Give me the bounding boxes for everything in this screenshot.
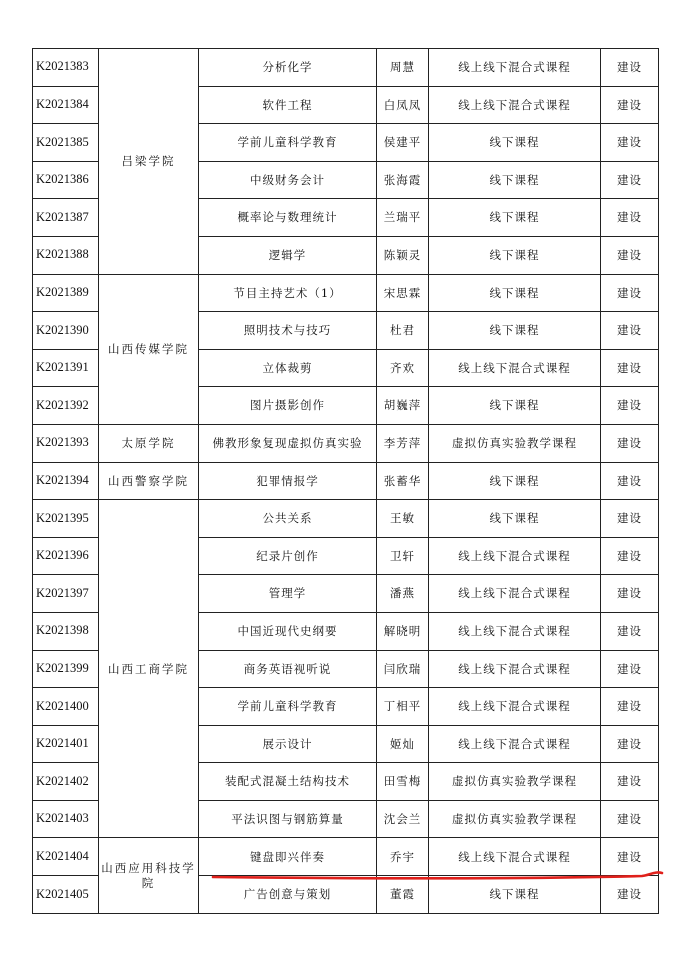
course-code-cell: K2021404 [33,838,99,876]
status-cell: 建设 [601,537,659,575]
teacher-name-cell: 张海霞 [377,161,429,199]
teacher-name-cell: 李芳萍 [377,424,429,462]
status-cell: 建设 [601,199,659,237]
course-code-cell: K2021383 [33,49,99,87]
course-type-cell: 线下课程 [429,500,601,538]
course-table [32,48,659,914]
teacher-name-cell: 沈会兰 [377,800,429,838]
status-cell: 建设 [601,274,659,312]
status-cell: 建设 [601,838,659,876]
course-code-cell: K2021394 [33,462,99,500]
course-code-cell: K2021405 [33,876,99,914]
course-type-cell: 线上线下混合式课程 [429,688,601,726]
teacher-name-cell: 宋思霖 [377,274,429,312]
course-name-cell: 中国近现代史纲要 [199,612,377,650]
course-type-cell: 线下课程 [429,876,601,914]
course-type-cell: 线上线下混合式课程 [429,612,601,650]
course-name-cell: 公共关系 [199,500,377,538]
course-code-cell: K2021389 [33,274,99,312]
table-row [33,838,659,876]
course-type-cell: 虚拟仿真实验教学课程 [429,424,601,462]
teacher-name-cell: 丁相平 [377,688,429,726]
status-cell: 建设 [601,236,659,274]
table-row [33,462,659,500]
course-type-cell: 线下课程 [429,462,601,500]
teacher-name-cell: 陈颖灵 [377,236,429,274]
course-code-cell: K2021401 [33,725,99,763]
status-cell: 建设 [601,688,659,726]
status-cell: 建设 [601,800,659,838]
course-code-cell: K2021402 [33,763,99,801]
course-name-cell: 节目主持艺术（1） [199,274,377,312]
status-cell: 建设 [601,462,659,500]
course-name-cell: 管理学 [199,575,377,613]
teacher-name-cell: 解晓明 [377,612,429,650]
status-cell: 建设 [601,124,659,162]
course-type-cell: 线上线下混合式课程 [429,575,601,613]
school-name-cell: 吕梁学院 [99,49,199,275]
course-type-cell: 线下课程 [429,312,601,350]
course-name-cell: 装配式混凝土结构技术 [199,763,377,801]
course-type-cell: 线下课程 [429,161,601,199]
teacher-name-cell: 王敏 [377,500,429,538]
course-type-cell: 线上线下混合式课程 [429,725,601,763]
course-name-cell: 图片摄影创作 [199,387,377,425]
course-name-cell: 分析化学 [199,49,377,87]
teacher-name-cell: 杜君 [377,312,429,350]
course-code-cell: K2021398 [33,612,99,650]
course-type-cell: 线下课程 [429,199,601,237]
course-name-cell: 键盘即兴伴奏 [199,838,377,876]
course-type-cell: 虚拟仿真实验教学课程 [429,763,601,801]
course-name-cell: 照明技术与技巧 [199,312,377,350]
course-name-cell: 学前儿童科学教育 [199,688,377,726]
teacher-name-cell: 董霞 [377,876,429,914]
course-type-cell: 线上线下混合式课程 [429,86,601,124]
course-name-cell: 软件工程 [199,86,377,124]
course-code-cell: K2021390 [33,312,99,350]
course-name-cell: 纪录片创作 [199,537,377,575]
teacher-name-cell: 卫轩 [377,537,429,575]
course-code-cell: K2021397 [33,575,99,613]
teacher-name-cell: 胡巍萍 [377,387,429,425]
course-type-cell: 线上线下混合式课程 [429,650,601,688]
course-type-cell: 线上线下混合式课程 [429,349,601,387]
school-name-cell: 山西工商学院 [99,500,199,838]
teacher-name-cell: 齐欢 [377,349,429,387]
course-code-cell: K2021399 [33,650,99,688]
school-name-cell: 太原学院 [99,424,199,462]
teacher-name-cell: 乔宇 [377,838,429,876]
course-name-cell: 学前儿童科学教育 [199,124,377,162]
course-name-cell: 犯罪情报学 [199,462,377,500]
status-cell: 建设 [601,500,659,538]
course-type-cell: 线上线下混合式课程 [429,838,601,876]
teacher-name-cell: 周慧 [377,49,429,87]
course-type-cell: 虚拟仿真实验教学课程 [429,800,601,838]
course-name-cell: 逻辑学 [199,236,377,274]
school-name-cell: 山西传媒学院 [99,274,199,424]
table-row [33,424,659,462]
status-cell: 建设 [601,725,659,763]
course-type-cell: 线下课程 [429,236,601,274]
course-type-cell: 线下课程 [429,274,601,312]
status-cell: 建设 [601,161,659,199]
teacher-name-cell: 侯建平 [377,124,429,162]
course-type-cell: 线上线下混合式课程 [429,49,601,87]
course-name-cell: 商务英语视听说 [199,650,377,688]
status-cell: 建设 [601,387,659,425]
course-code-cell: K2021403 [33,800,99,838]
teacher-name-cell: 潘燕 [377,575,429,613]
course-name-cell: 佛教形象复现虚拟仿真实验 [199,424,377,462]
teacher-name-cell: 闫欣瑞 [377,650,429,688]
course-name-cell: 展示设计 [199,725,377,763]
status-cell: 建设 [601,763,659,801]
course-type-cell: 线下课程 [429,124,601,162]
status-cell: 建设 [601,349,659,387]
table-row [33,49,659,87]
status-cell: 建设 [601,876,659,914]
teacher-name-cell: 兰瑞平 [377,199,429,237]
table-row [33,500,659,538]
course-code-cell: K2021396 [33,537,99,575]
course-type-cell: 线上线下混合式课程 [429,537,601,575]
status-cell: 建设 [601,312,659,350]
course-name-cell: 立体裁剪 [199,349,377,387]
school-name-cell: 山西应用科技学院 [99,838,199,913]
course-name-cell: 概率论与数理统计 [199,199,377,237]
teacher-name-cell: 白凤凤 [377,86,429,124]
course-code-cell: K2021393 [33,424,99,462]
table-row [33,274,659,312]
status-cell: 建设 [601,612,659,650]
course-code-cell: K2021388 [33,236,99,274]
school-name-cell: 山西警察学院 [99,462,199,500]
course-name-cell: 中级财务会计 [199,161,377,199]
status-cell: 建设 [601,49,659,87]
course-code-cell: K2021395 [33,500,99,538]
course-code-cell: K2021384 [33,86,99,124]
teacher-name-cell: 姬灿 [377,725,429,763]
table-body [33,49,659,914]
teacher-name-cell: 田雪梅 [377,763,429,801]
status-cell: 建设 [601,424,659,462]
course-code-cell: K2021391 [33,349,99,387]
course-code-cell: K2021386 [33,161,99,199]
course-code-cell: K2021385 [33,124,99,162]
course-name-cell: 平法识图与钢筋算量 [199,800,377,838]
course-type-cell: 线下课程 [429,387,601,425]
status-cell: 建设 [601,650,659,688]
course-code-cell: K2021400 [33,688,99,726]
course-code-cell: K2021387 [33,199,99,237]
status-cell: 建设 [601,575,659,613]
status-cell: 建设 [601,86,659,124]
course-name-cell: 广告创意与策划 [199,876,377,914]
course-code-cell: K2021392 [33,387,99,425]
teacher-name-cell: 张蓄华 [377,462,429,500]
